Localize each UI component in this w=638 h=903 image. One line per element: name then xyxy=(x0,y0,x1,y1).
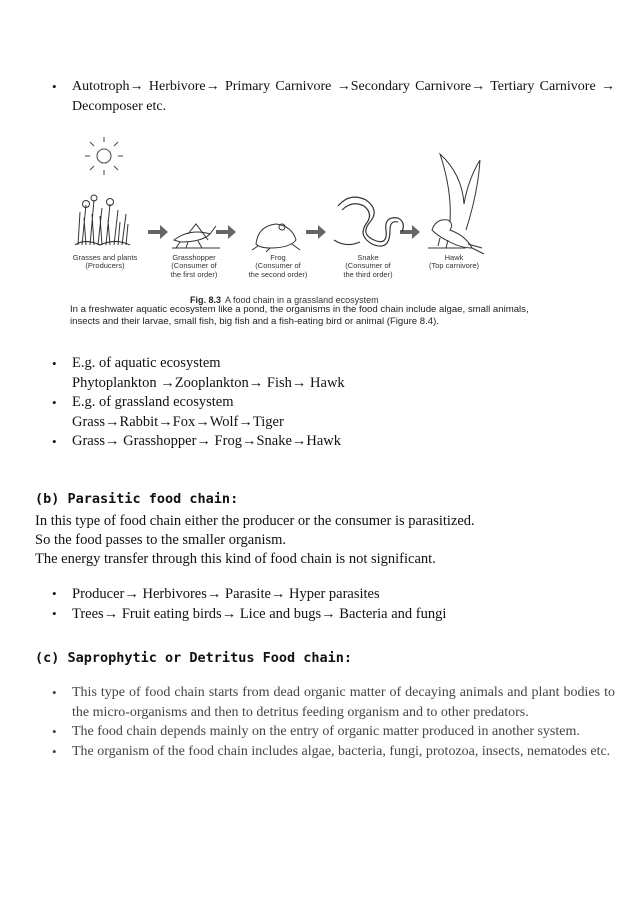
arrow-icon xyxy=(306,225,326,239)
label-frog: Frog (Consumer of the second order) xyxy=(248,253,308,279)
label-hawk: Hawk (Top carnivore) xyxy=(428,253,480,271)
parasitic-description xyxy=(35,512,615,569)
example-title: • E.g. of aquatic ecosystem xyxy=(72,355,221,371)
section-heading-parasitic: (b) Parasitic food chain: xyxy=(35,491,239,507)
example-title: • Grass→ Grasshopper→ Frog→Snake→Hawk xyxy=(72,433,342,449)
paragraph: So the food passes to the smaller organism. xyxy=(35,532,287,548)
parasitic-chain-list xyxy=(35,584,615,624)
grasshopper-icon xyxy=(172,224,220,248)
list-item xyxy=(35,432,595,452)
example-title: • E.g. of grassland ecosystem xyxy=(72,394,234,410)
list-item: • Producer→ Herbivores→ Parasite→ Hyper parasites xyxy=(35,584,615,604)
label-grasses: Grasses and plants (Producers) xyxy=(72,253,138,271)
list-item xyxy=(35,354,595,393)
list-item: • The food chain depends mainly on the entry of organic matter produced in another system. xyxy=(35,722,615,742)
section-heading-saprophytic: (c) Saprophytic or Detritus Food chain: xyxy=(35,650,352,666)
arrow-icon xyxy=(148,225,168,239)
figure-paragraph: In a freshwater aquatic ecosystem like a pond, the organisms in the food chain include algae, small animals, insects and their larvae, small fish, big fish and a fish-eating bird or animal (Figure 8.4). xyxy=(70,304,529,327)
food-chain-levels-list xyxy=(35,77,615,116)
food-chain-figure xyxy=(70,130,540,335)
label-snake: Snake (Consumer of the third order) xyxy=(343,253,393,279)
label-grasshopper: Grasshopper (Consumer of the first order) xyxy=(170,253,218,279)
paragraph: In this type of food chain either the producer or the consumer is parasitized. xyxy=(35,513,475,529)
figure-title: A food chain in a grassland ecosystem xyxy=(225,295,379,305)
list-item: • The organism of the food chain includes algae, bacteria, fungi, protozoa, insects, nematodes etc. xyxy=(35,742,615,762)
list-item: • Trees→ Fruit eating birds→ Lice and bugs→ Bacteria and fungi xyxy=(35,604,615,624)
figure-number: Fig. 8.3 xyxy=(190,295,222,305)
example-chain: Phytoplankton →Zooplankton→ Fish→ Hawk xyxy=(72,374,345,391)
sun-icon xyxy=(85,137,123,175)
grass-plants-icon xyxy=(75,195,130,245)
list-item xyxy=(35,393,595,432)
arrow-icon xyxy=(216,225,236,239)
paragraph: The energy transfer through this kind of food chain is not significant. xyxy=(35,551,436,567)
list-item: • Autotroph→ Herbivore→ Primary Carnivore →Secondary Carnivore→ Tertiary Carnivore → Decomposer etc. xyxy=(35,77,615,116)
frog-icon xyxy=(252,224,300,252)
saprophytic-chain-list xyxy=(35,683,615,761)
list-item: • This type of food chain starts from dead organic matter of decaying animals and plant bodies to the micro-organisms and then to detritus feeding organism and to other predators. xyxy=(35,683,615,722)
hawk-icon xyxy=(428,154,484,254)
ecosystem-examples-list xyxy=(35,354,595,452)
example-chain: Grass→Rabbit→Fox→Wolf→Tiger xyxy=(72,413,284,430)
snake-icon xyxy=(334,197,403,246)
